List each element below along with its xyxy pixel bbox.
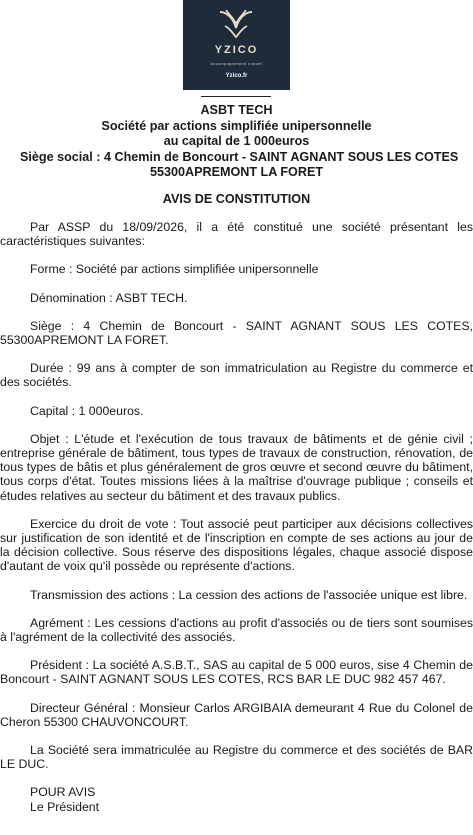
company-name: ASBT TECH — [200, 103, 273, 117]
paragraph-siege: Siège : 4 Chemin de Boncourt - SAINT AGNANT SOUS LES COTES, 55300APREMONT LA FORET. — [0, 318, 473, 348]
paragraph-vote: Exercice du droit de vote : Tout associé peut participer aux décisions collectives sur justification de son identité et de l'inscription en compte de ses actions au jour de la décision collective. Sous réserve des dispositions légales, chaque associé dispose d'autant de voix qu'il possède ou représente d'actions. — [0, 516, 473, 574]
yzico-logo — [183, 0, 290, 90]
notice-body — [0, 220, 473, 814]
paragraph-immatriculation: La Société sera immatriculée au Registre du commerce et des sociétés de BAR LE DUC. — [0, 743, 473, 772]
closing-pour-avis: POUR AVIS — [30, 785, 96, 800]
paragraph-objet: Objet : L'étude et l'exécution de tous travaux de bâtiments et de génie civil ; entreprise générale de bâtiment, tous types de travaux de construction, rénovation, de tous types de bâtis et plus généralement de gros œuvre et second œuvre du bâtiment, tous corps d'état. Toutes missions liées à la maîtrise d'ouvrage publique ; conseils et études relatives au secteur du bâtiment et des travaux publics. — [0, 431, 473, 503]
company-form: Société par actions simplifiée unipersonnelle — [101, 118, 372, 133]
logo-tagline: Accompagnement conseil — [210, 61, 263, 66]
yzico-emblem-icon — [216, 6, 256, 40]
paragraph-president: Président : La société A.S.B.T., SAS au capital de 5 000 euros, sise 4 Chemin de Boncourt - SAINT AGNANT SOUS LES COTES, RCS BAR LE DUC 982 457 467. — [0, 658, 473, 687]
paragraph-transmission: Transmission des actions : La cession des actions de l'associée unique est libre. — [30, 587, 468, 602]
separator-rule — [201, 96, 271, 97]
paragraph-intro: Par ASSP du 18/09/2026, il a été constitué une société présentant les caractéristiques suivantes: — [0, 220, 473, 249]
paragraph-duree: Durée : 99 ans à compter de son immatriculation au Registre du commerce et des sociétés. — [0, 361, 473, 390]
paragraph-directeur: Directeur Général : Monsieur Carlos ARGIBAIA demeurant 4 Rue du Colonel de Cheron 55300 CHAUVONCOURT. — [0, 700, 473, 729]
notice-title: AVIS DE CONSTITUTION — [162, 192, 311, 206]
company-capital: au capital de 1 000euros — [163, 134, 310, 149]
company-seat-line2: 55300APREMONT LA FORET — [149, 165, 324, 180]
company-header — [20, 103, 459, 181]
paragraph-denomination: Dénomination : ASBT TECH. — [30, 290, 188, 305]
logo-url: Yzico.fr — [225, 73, 248, 79]
company-seat-line1: Siège social : 4 Chemin de Boncourt - SAINT AGNANT SOUS LES COTES — [20, 149, 459, 164]
paragraph-forme: Forme : Société par actions simplifiée unipersonnelle — [30, 262, 319, 277]
logo-brand: YZICO — [214, 44, 259, 56]
paragraph-capital: Capital : 1 000euros. — [30, 403, 144, 418]
closing-signatory: Le Président — [30, 799, 100, 814]
paragraph-agrement: Agrément : Les cessions d'actions au profit d'associés ou de tiers sont soumises à l'agrément de la collectivité des associés. — [0, 615, 473, 645]
